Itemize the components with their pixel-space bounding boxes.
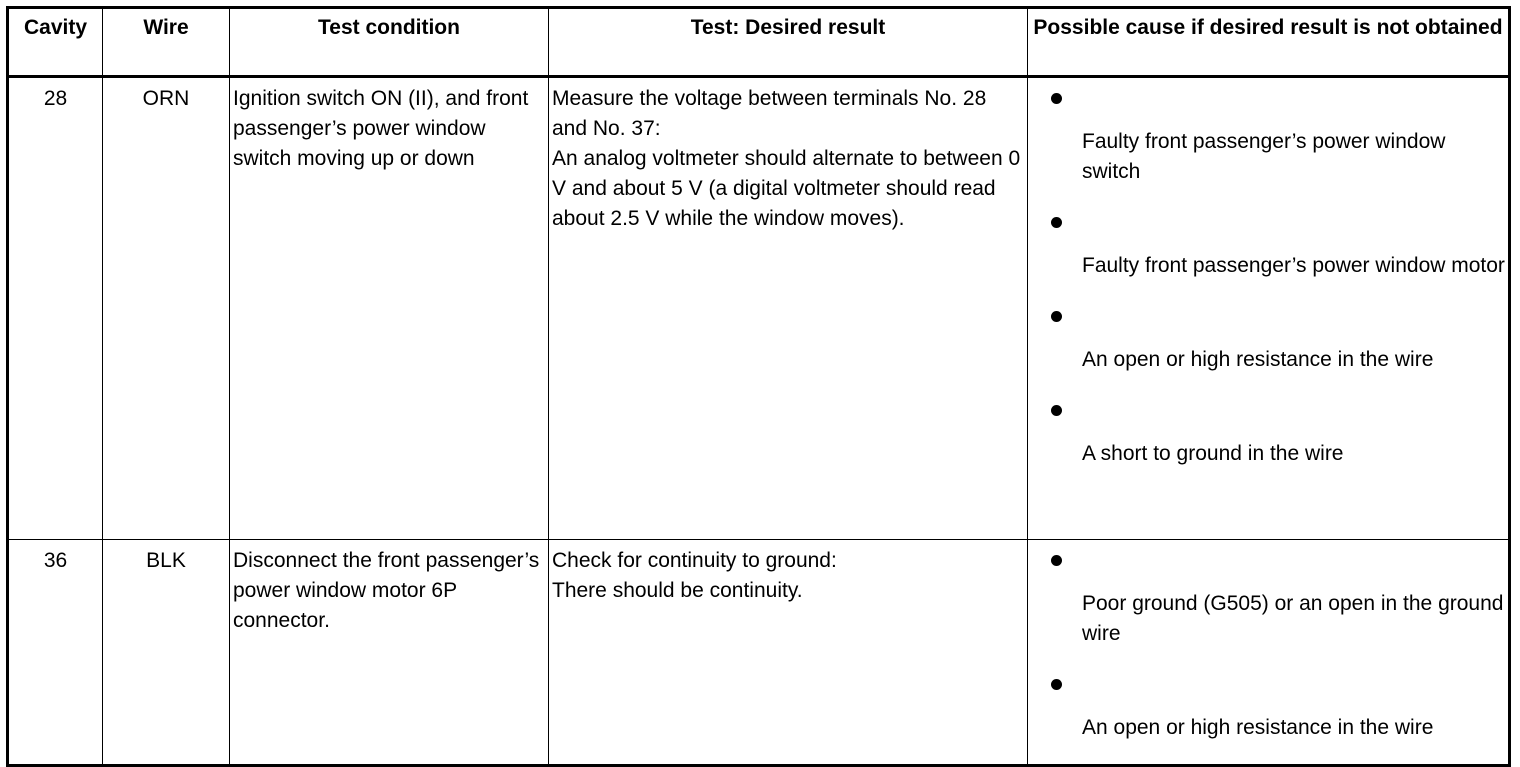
cause-list xyxy=(1031,84,1505,469)
header-test-condition: Test condition xyxy=(230,8,549,77)
bullet-icon xyxy=(1051,405,1062,416)
test-condition-cell: Ignition switch ON (II), and front passenger’s power window switch moving up or down xyxy=(230,77,549,540)
table-row xyxy=(8,540,1510,766)
table-row xyxy=(8,77,1510,540)
wire-cell: BLK xyxy=(103,540,230,766)
test-condition-cell: Disconnect the front passenger’s power window motor 6P connector. xyxy=(230,540,549,766)
bullet-icon xyxy=(1051,679,1062,690)
cause-text: A short to ground in the wire xyxy=(1082,442,1344,465)
cause-item xyxy=(1031,546,1505,649)
cause-text: Poor ground (G505) or an open in the ground wire xyxy=(1082,592,1504,645)
bullet-icon xyxy=(1051,555,1062,566)
cavity-cell: 36 xyxy=(8,540,103,766)
diagnostic-table xyxy=(6,6,1511,767)
header-cavity: Cavity xyxy=(8,8,103,77)
bullet-icon xyxy=(1051,217,1062,228)
desired-result-line: There should be continuity. xyxy=(552,579,803,602)
possible-cause-cell xyxy=(1028,77,1510,540)
possible-cause-cell xyxy=(1028,540,1510,766)
desired-result-line: Check for continuity to ground: xyxy=(552,549,837,572)
cause-text: Faulty front passenger’s power window switch xyxy=(1082,130,1446,183)
desired-result-line: An analog voltmeter should alternate to between 0 V and about 5 V (a digital voltmeter should read about 2.5 V while the window moves). xyxy=(552,147,1021,230)
cause-list xyxy=(1031,546,1505,743)
cause-item xyxy=(1031,302,1505,375)
wire-cell: ORN xyxy=(103,77,230,540)
desired-result-cell xyxy=(549,77,1028,540)
cause-text: An open or high resistance in the wire xyxy=(1082,348,1434,371)
cavity-cell: 28 xyxy=(8,77,103,540)
header-possible-cause: Possible cause if desired result is not obtained xyxy=(1028,8,1510,77)
bullet-icon xyxy=(1051,93,1062,104)
cause-item xyxy=(1031,208,1505,281)
cause-item xyxy=(1031,84,1505,187)
cause-item xyxy=(1031,670,1505,743)
bullet-icon xyxy=(1051,311,1062,322)
cause-text: Faulty front passenger’s power window motor xyxy=(1082,254,1505,277)
header-desired-result: Test: Desired result xyxy=(549,8,1028,77)
header-row xyxy=(8,8,1510,77)
cause-item xyxy=(1031,396,1505,469)
cause-text: An open or high resistance in the wire xyxy=(1082,716,1434,739)
desired-result-line: Measure the voltage between terminals No. 28 and No. 37: xyxy=(552,87,987,140)
desired-result-cell xyxy=(549,540,1028,766)
header-wire: Wire xyxy=(103,8,230,77)
